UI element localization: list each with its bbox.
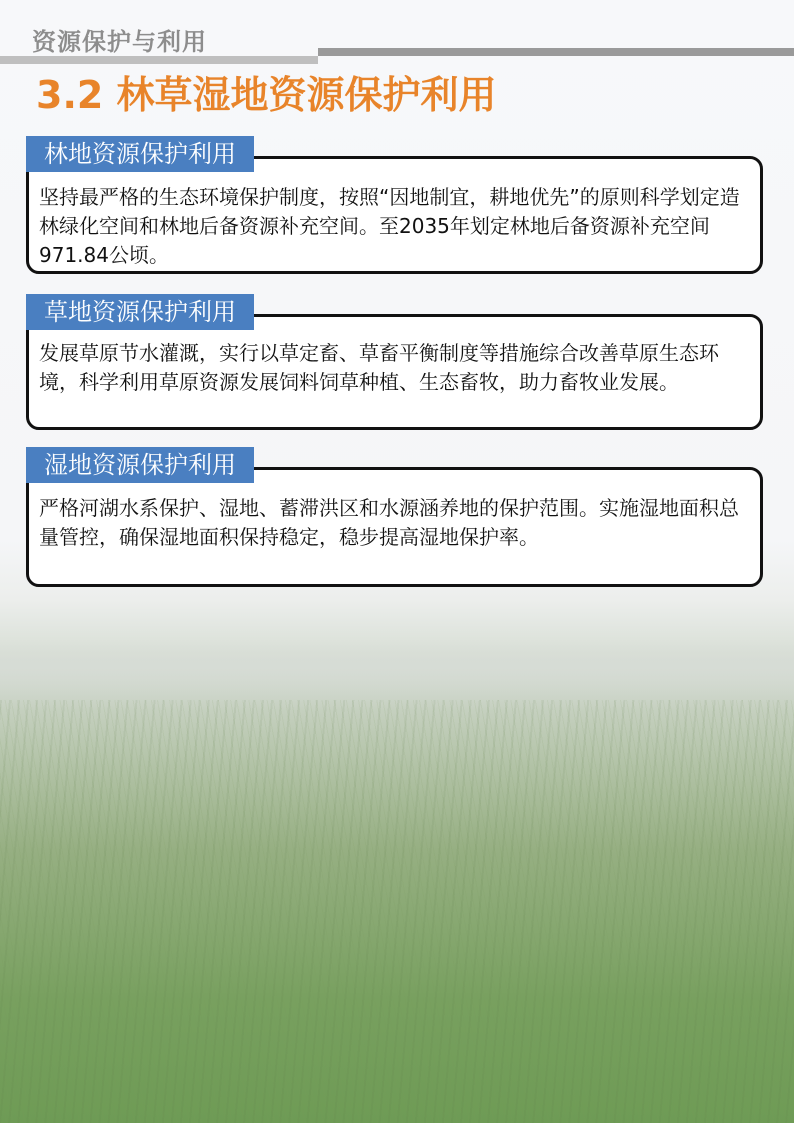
header-rule-left bbox=[0, 56, 318, 64]
card-body-wetland bbox=[26, 467, 763, 587]
card-text-grassland: 发展草原节水灌溉，实行以草定畜、草畜平衡制度等措施综合改善草原生态环境，科学利用草原资源发展饲料饲草种植、生态畜牧，助力畜牧业发展。 bbox=[39, 341, 719, 394]
card-body-forest bbox=[26, 156, 763, 274]
card-text-wetland: 严格河湖水系保护、湿地、蓄滞洪区和水源涵养地的保护范围。实施湿地面积总量管控，确保湿地面积保持稳定，稳步提高湿地保护率。 bbox=[39, 496, 739, 549]
card-tab-wetland: 湿地资源保护利用 bbox=[26, 447, 254, 483]
section-label: 资源保护与利用 bbox=[32, 28, 207, 56]
card-tab-forest: 林地资源保护利用 bbox=[26, 136, 254, 172]
header-rule-right bbox=[318, 48, 794, 56]
card-body-grassland bbox=[26, 314, 763, 430]
page-title: 3.2 林草湿地资源保护利用 bbox=[36, 73, 497, 117]
card-tab-grassland: 草地资源保护利用 bbox=[26, 294, 254, 330]
card-text-forest: 坚持最严格的生态环境保护制度，按照“因地制宜，耕地优先”的原则科学划定造林绿化空间和林地后备资源补充空间。至2035年划定林地后备资源补充空间971.84公顷。 bbox=[39, 185, 740, 267]
background-grass bbox=[0, 700, 794, 1123]
